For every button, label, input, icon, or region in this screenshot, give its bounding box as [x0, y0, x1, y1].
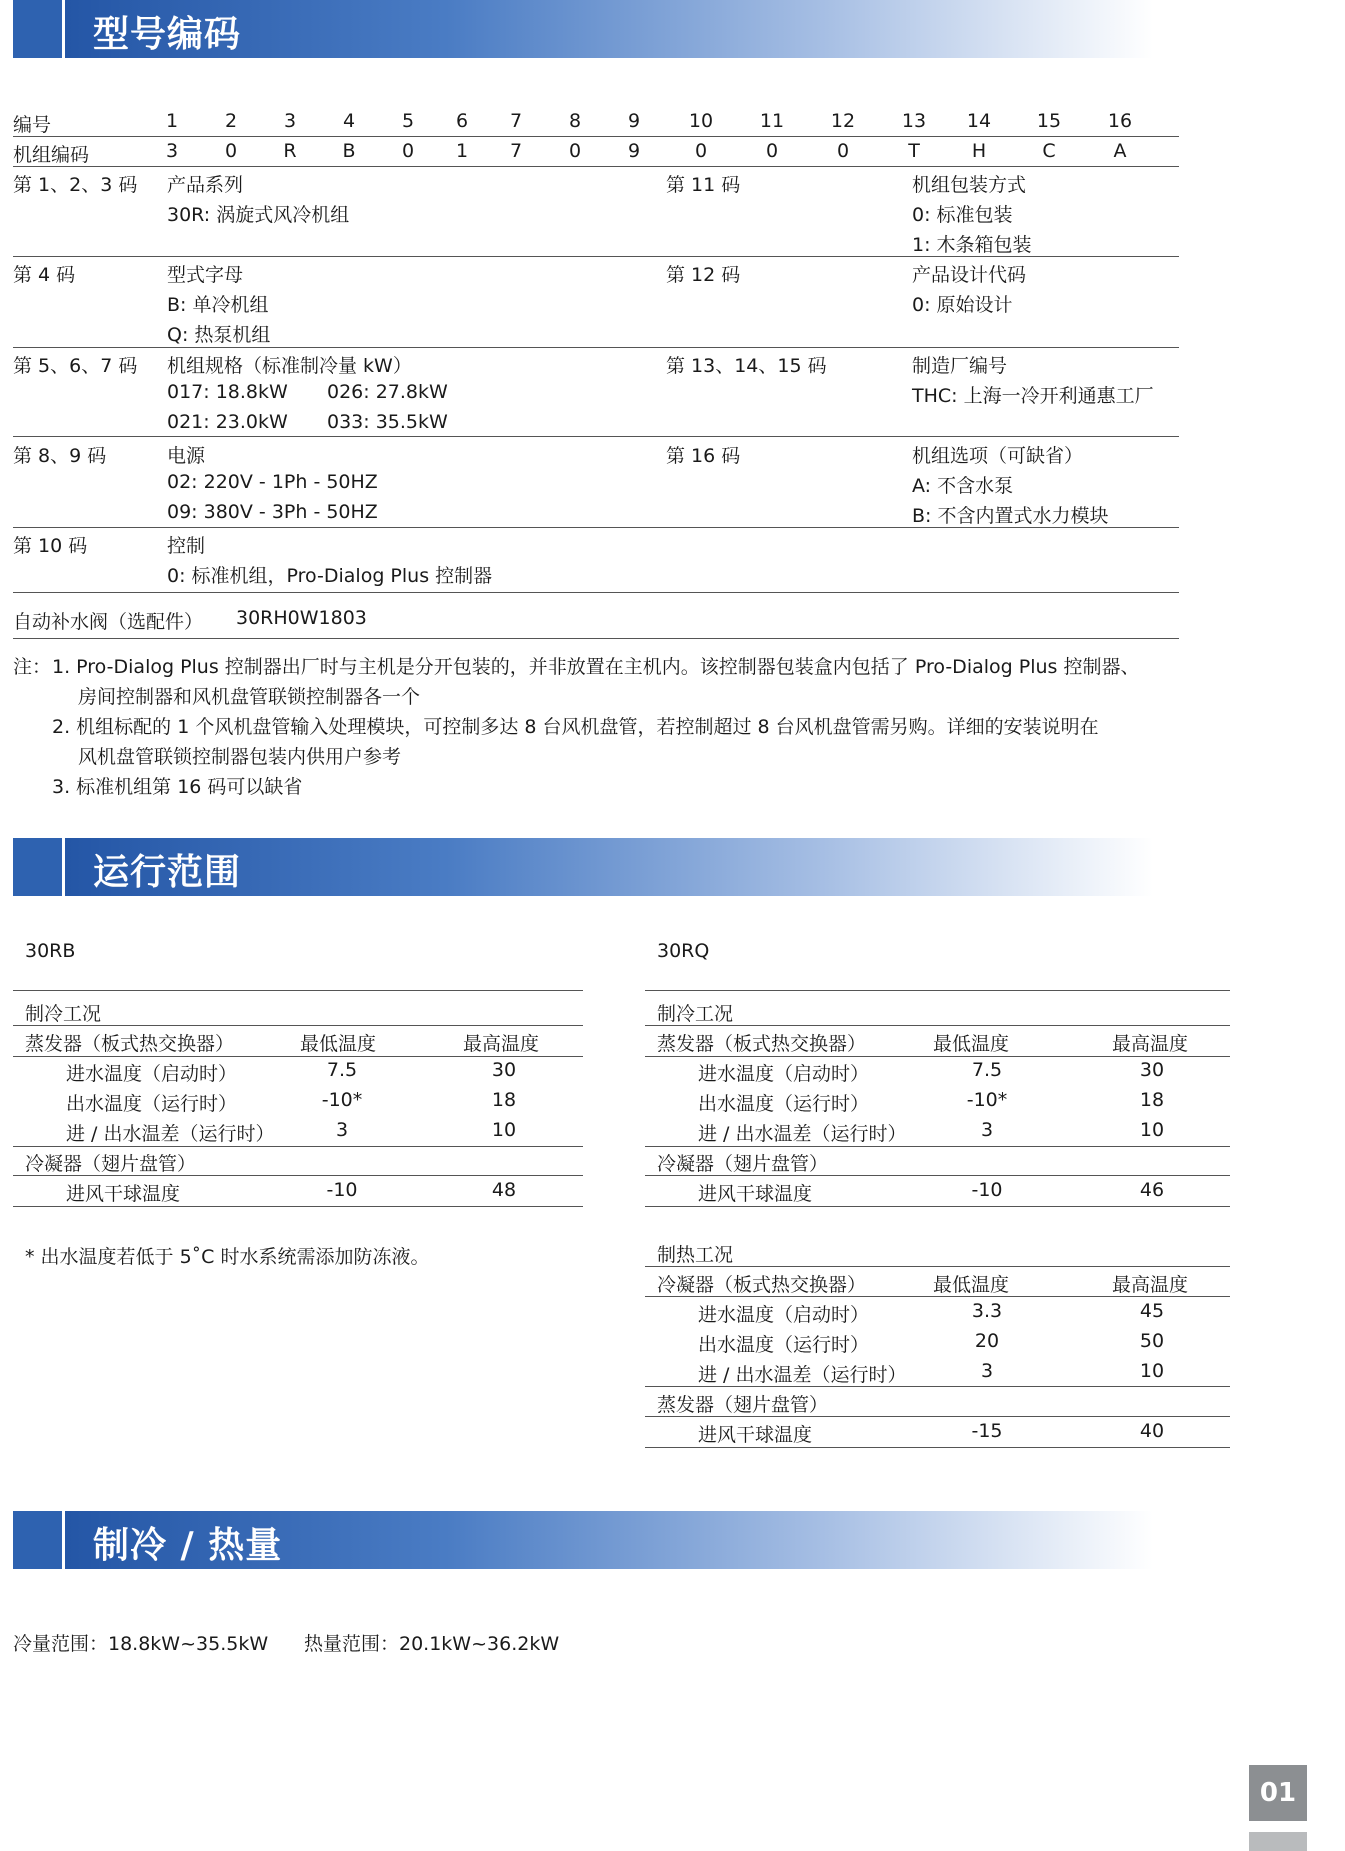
code-value: C: [1042, 140, 1056, 162]
notes-prefix: 注：: [13, 656, 52, 678]
divider: [13, 436, 1179, 437]
divider: [13, 638, 1179, 639]
desc-line: 电源: [167, 445, 206, 467]
code-number: 4: [342, 110, 356, 132]
code-value: 7: [509, 140, 523, 162]
code-value: 3: [165, 140, 179, 162]
digit-label: 第 8、9 码: [13, 445, 107, 467]
desc-line: THC: 上海一冷开利通惠工厂: [912, 385, 1154, 407]
row-label: 进水温度（启动时）: [698, 1304, 870, 1326]
min-value: 7.5: [971, 1059, 1003, 1081]
model-label: 30RB: [25, 940, 76, 962]
spec-value: 017: 18.8kW: [167, 381, 288, 403]
divider: [13, 1056, 583, 1057]
max-value: 46: [1139, 1179, 1165, 1201]
desc-line: 制造厂编号: [912, 355, 1008, 377]
divider: [645, 990, 1230, 991]
col-header-min: 最低温度: [300, 1033, 377, 1055]
divider: [645, 1206, 1230, 1207]
code-number: 5: [401, 110, 415, 132]
component-label: 冷凝器（板式热交换器）: [657, 1274, 867, 1296]
divider: [645, 1175, 1230, 1176]
desc-line: 09: 380V - 3Ph - 50HZ: [167, 501, 378, 523]
divider: [645, 1146, 1230, 1147]
component-label: 蒸发器（翅片盘管）: [657, 1394, 829, 1416]
component-label: 蒸发器（板式热交换器）: [657, 1033, 867, 1055]
code-number: 14: [966, 110, 992, 132]
header-square: [13, 1511, 62, 1569]
digit-label: 第 11 码: [666, 174, 741, 196]
min-value: -10: [326, 1179, 358, 1201]
row-label: 出水温度（运行时）: [698, 1334, 870, 1356]
code-value: 0: [401, 140, 415, 162]
header-square: [13, 0, 62, 58]
min-value: 7.5: [326, 1059, 358, 1081]
code-value: 0: [765, 140, 779, 162]
max-value: 48: [491, 1179, 517, 1201]
header-square: [13, 838, 62, 896]
code-number: 15: [1036, 110, 1062, 132]
min-value: -15: [971, 1420, 1003, 1442]
desc-line: 1: 木条箱包装: [912, 234, 1032, 256]
code-number: 12: [830, 110, 856, 132]
section-header-model-code: [13, 0, 1153, 58]
row-label-unit-code: 机组编码: [13, 144, 90, 166]
code-value: 0: [836, 140, 850, 162]
max-value: 50: [1139, 1330, 1165, 1352]
note-line: 2. 机组标配的 1 个风机盘管输入处理模块，可控制多达 8 台风机盘管，若控制超过 8 台风机盘管需另购。详细的安装说明在: [52, 716, 1099, 738]
min-value: -10*: [321, 1089, 363, 1111]
code-value: A: [1113, 140, 1127, 162]
digit-label: 第 13、14、15 码: [666, 355, 827, 377]
section-title: 运行范围: [93, 852, 242, 893]
component-label: 蒸发器（板式热交换器）: [25, 1033, 235, 1055]
valve-label: 自动补水阀（选配件）: [13, 611, 204, 633]
divider: [645, 1386, 1230, 1387]
note-line: 3. 标准机组第 16 码可以缺省: [52, 776, 303, 798]
row-label: 进 / 出水温差（运行时）: [698, 1123, 907, 1145]
max-value: 45: [1139, 1300, 1165, 1322]
divider: [645, 1447, 1230, 1448]
code-value: H: [971, 140, 987, 162]
row-label: 出水温度（运行时）: [698, 1093, 870, 1115]
divider: [13, 136, 1179, 137]
digit-label: 第 5、6、7 码: [13, 355, 138, 377]
code-number: 2: [224, 110, 238, 132]
desc-line: Q: 热泵机组: [167, 324, 271, 346]
heating-capacity: 热量范围：20.1kW~36.2kW: [304, 1633, 560, 1655]
min-value: -10: [971, 1179, 1003, 1201]
desc-line: 0: 标准机组，Pro-Dialog Plus 控制器: [167, 565, 493, 587]
desc-line: 机组规格（标准制冷量 kW）: [167, 355, 412, 377]
desc-line: 机组包装方式: [912, 174, 1027, 196]
code-value: 0: [694, 140, 708, 162]
col-header-max: 最高温度: [1112, 1033, 1189, 1055]
max-value: 10: [491, 1119, 517, 1141]
section-title: 制冷 / 热量: [93, 1525, 283, 1566]
code-number: 6: [455, 110, 469, 132]
code-value: R: [283, 140, 297, 162]
condition-title: 制冷工况: [657, 1003, 734, 1025]
divider: [13, 592, 1179, 593]
desc-line: 0: 原始设计: [912, 294, 1013, 316]
row-label-number: 编号: [13, 114, 52, 136]
code-number: 7: [509, 110, 523, 132]
spec-value: 033: 35.5kW: [327, 411, 448, 433]
desc-line: 控制: [167, 535, 206, 557]
max-value: 18: [491, 1089, 517, 1111]
model-label: 30RQ: [657, 940, 710, 962]
condition-title: 制冷工况: [25, 1003, 102, 1025]
valve-code: 30RH0W1803: [236, 607, 367, 629]
code-value: T: [908, 140, 920, 162]
desc-line: 机组选项（可缺省）: [912, 445, 1084, 467]
col-header-min: 最低温度: [933, 1033, 1010, 1055]
spec-value: 026: 27.8kW: [327, 381, 448, 403]
divider: [13, 166, 1179, 167]
note-line: 风机盘管联锁控制器包装内供用户参考: [78, 746, 402, 768]
code-value: 0: [568, 140, 582, 162]
divider: [645, 1296, 1230, 1297]
digit-label: 第 10 码: [13, 535, 88, 557]
component-label: 冷凝器（翅片盘管）: [657, 1153, 829, 1175]
desc-line: 产品设计代码: [912, 264, 1027, 286]
max-value: 40: [1139, 1420, 1165, 1442]
row-label: 出水温度（运行时）: [66, 1093, 238, 1115]
digit-label: 第 1、2、3 码: [13, 174, 138, 196]
code-number: 1: [165, 110, 179, 132]
desc-line: 型式字母: [167, 264, 244, 286]
col-header-max: 最高温度: [463, 1033, 540, 1055]
col-header-max: 最高温度: [1112, 1274, 1189, 1296]
min-value: 3.3: [971, 1300, 1003, 1322]
section-header-operating-range: [13, 838, 1153, 896]
spec-value: 021: 23.0kW: [167, 411, 288, 433]
page-number: 01: [1249, 1765, 1307, 1821]
max-value: 30: [1139, 1059, 1165, 1081]
divider: [13, 256, 1179, 257]
condition-title: 制热工况: [657, 1244, 734, 1266]
code-number: 10: [688, 110, 714, 132]
row-label: 进风干球温度: [66, 1183, 181, 1205]
code-value: 0: [224, 140, 238, 162]
cooling-capacity: 冷量范围：18.8kW~35.5kW: [13, 1633, 269, 1655]
divider: [13, 527, 1179, 528]
digit-label: 第 4 码: [13, 264, 76, 286]
code-number: 3: [283, 110, 297, 132]
divider: [13, 1146, 583, 1147]
max-value: 10: [1139, 1360, 1165, 1382]
divider: [645, 1416, 1230, 1417]
divider: [13, 347, 1179, 348]
min-value: -10*: [966, 1089, 1008, 1111]
note-line: 1. Pro-Dialog Plus 控制器出厂时与主机是分开包装的，并非放置在主机内。该控制器包装盒内包括了 Pro-Dialog Plus 控制器、: [52, 656, 1140, 678]
code-number: 11: [759, 110, 785, 132]
row-label: 进风干球温度: [698, 1183, 813, 1205]
digit-label: 第 12 码: [666, 264, 741, 286]
max-value: 10: [1139, 1119, 1165, 1141]
row-label: 进风干球温度: [698, 1424, 813, 1446]
code-number: 13: [901, 110, 927, 132]
row-label: 进水温度（启动时）: [698, 1063, 870, 1085]
code-value: 1: [455, 140, 469, 162]
desc-line: B: 不含内置式水力模块: [912, 505, 1109, 527]
max-value: 18: [1139, 1089, 1165, 1111]
divider: [13, 1025, 583, 1026]
row-label: 进水温度（启动时）: [66, 1063, 238, 1085]
row-label: 进 / 出水温差（运行时）: [698, 1364, 907, 1386]
desc-line: 0: 标准包装: [912, 204, 1013, 226]
desc-line: 02: 220V - 1Ph - 50HZ: [167, 471, 378, 493]
min-value: 20: [974, 1330, 1000, 1352]
section-title: 型号编码: [93, 14, 242, 55]
divider: [13, 990, 583, 991]
min-value: 3: [980, 1119, 994, 1141]
code-number: 9: [627, 110, 641, 132]
desc-line: A: 不含水泵: [912, 475, 1014, 497]
divider: [645, 1056, 1230, 1057]
desc-line: 产品系列: [167, 174, 244, 196]
max-value: 30: [491, 1059, 517, 1081]
code-number: 8: [568, 110, 582, 132]
digit-label: 第 16 码: [666, 445, 741, 467]
code-value: B: [342, 140, 356, 162]
desc-line: B: 单冷机组: [167, 294, 269, 316]
page-tab-decoration: [1249, 1832, 1307, 1851]
divider: [13, 1206, 583, 1207]
desc-line: 30R: 涡旋式风冷机组: [167, 204, 350, 226]
divider: [645, 1266, 1230, 1267]
divider: [645, 1025, 1230, 1026]
min-value: 3: [980, 1360, 994, 1382]
footnote: * 出水温度若低于 5˚C 时水系统需添加防冻液。: [25, 1246, 430, 1268]
code-number: 16: [1107, 110, 1133, 132]
section-header-capacity: [13, 1511, 1153, 1569]
col-header-min: 最低温度: [933, 1274, 1010, 1296]
note-line: 房间控制器和风机盘管联锁控制器各一个: [78, 686, 421, 708]
code-value: 9: [627, 140, 641, 162]
component-label: 冷凝器（翅片盘管）: [25, 1153, 197, 1175]
min-value: 3: [335, 1119, 349, 1141]
divider: [13, 1175, 583, 1176]
row-label: 进 / 出水温差（运行时）: [66, 1123, 275, 1145]
